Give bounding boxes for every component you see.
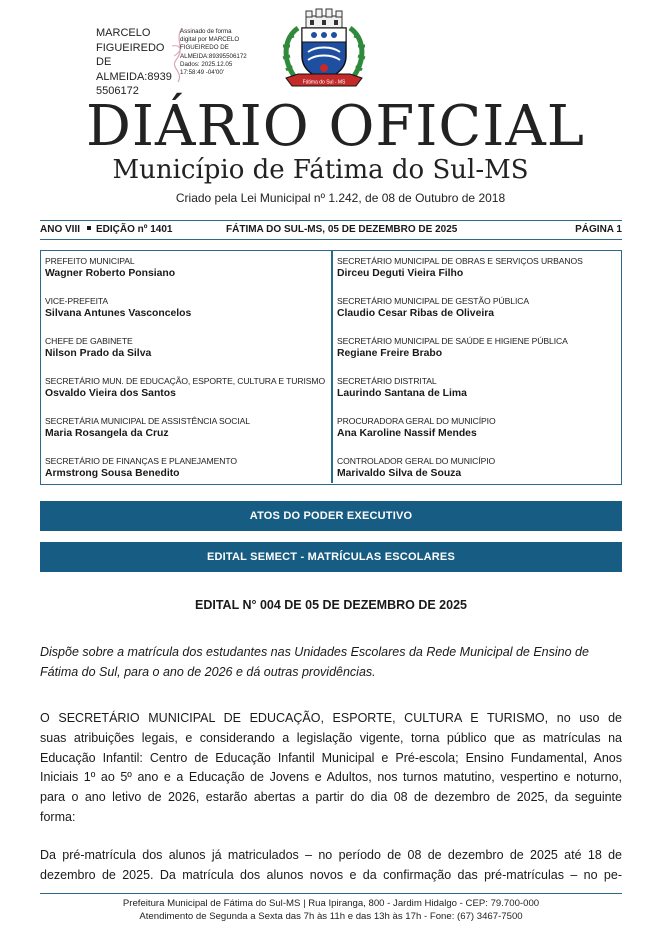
official-entry [337, 376, 623, 400]
official-role: VICE-PREFEITA [45, 296, 109, 306]
document-paragraph-1 [40, 709, 622, 828]
official-name: Dirceu Deguti Vieira Filho [337, 268, 464, 279]
official-entry [45, 256, 331, 280]
municipal-coat-of-arms-icon [268, 6, 380, 96]
signature-detail-line: Assinado de forma [180, 28, 232, 35]
official-entry [337, 456, 623, 480]
footer-hours: Atendimento de Segunda a Sexta das 7h às 11h e das 13h às 17h - Fone: (67) 3467-7500 [139, 911, 523, 922]
signature-detail-line: digital por MARCELO [180, 36, 240, 44]
signer-line: FIGUEIREDO DE [96, 41, 165, 68]
official-name: Armstrong Sousa Benedito [45, 468, 180, 479]
text-line: Iniciais 1º ao 5º ano e a Educação de Jovens e Adultos, nos turnos matutino, vespertino e noturno, [40, 770, 622, 785]
official-name: Maria Rosangela da Cruz [45, 428, 169, 439]
official-name: Regiane Freire Brabo [337, 348, 443, 359]
signature-details [180, 28, 280, 77]
edition-bar [40, 220, 622, 240]
masthead-law: Criado pela Lei Municipal nº 1.242, de 08 de Outubro de 2018 [175, 191, 506, 205]
section-banner-edital: EDITAL SEMECT - MATRÍCULAS ESCOLARES [40, 542, 622, 572]
signature-detail-line: Dados: 2025.12.05 [180, 60, 233, 68]
document-paragraph-2 [40, 846, 622, 886]
official-entry [337, 336, 623, 360]
bullet-separator-icon [87, 226, 91, 230]
official-role: PREFEITO MUNICIPAL [45, 256, 135, 266]
edition-place-date: FÁTIMA DO SUL-MS, 05 DE DEZEMBRO DE 2025 [226, 224, 458, 235]
edition-year-number [40, 221, 172, 238]
official-role: CONTROLADOR GERAL DO MUNICÍPIO [337, 456, 496, 466]
official-entry [337, 296, 623, 320]
official-role: CHEFE DE GABINETE [45, 336, 133, 346]
official-name: Nilson Prado da Silva [45, 348, 152, 359]
official-name: Laurindo Santana de Lima [337, 388, 467, 399]
signer-name [96, 26, 178, 99]
official-entry [45, 456, 331, 480]
text-line: para o ano letivo de 2026, estarão abertas a partir do dia 08 de dezembro de 2025, da seguinte [40, 790, 622, 805]
official-role: SECRETÁRIO DE FINANÇAS E PLANEJAMENTO [45, 456, 237, 466]
official-name: Marivaldo Silva de Souza [337, 468, 462, 479]
masthead-title: DIÁRIO OFICIAL [86, 94, 585, 159]
text-line: forma: [40, 809, 76, 824]
text-line: Dispõe sobre a matrícula dos estudantes nas Unidades Escolares da Rede Municipal de Ensino de [40, 645, 589, 659]
official-role: SECRETÁRIO MUN. DE EDUCAÇÃO, ESPORTE, CULTURA E TURISMO [45, 376, 326, 386]
official-role: SECRETÁRIO DISTRITAL [337, 376, 437, 386]
official-entry [337, 416, 623, 440]
edition-year: ANO VIII [40, 224, 81, 235]
official-entry [337, 256, 623, 280]
text-line: suas atribuições legais, e considerando a legislação vigente, torna público que as matrículas na [40, 730, 622, 745]
official-entry [45, 416, 331, 440]
crest-ribbon-text: Fátima do Sul - MS [302, 79, 346, 86]
masthead-subtitle: Município de Fátima do Sul-MS [112, 155, 529, 185]
text-line: O SECRETÁRIO MUNICIPAL DE EDUCAÇÃO, ESPORTE, CULTURA E TURISMO, no uso de [40, 711, 622, 725]
signer-line: 5506172 [96, 85, 139, 97]
page-footer [40, 893, 622, 923]
official-name: Ana Karoline Nassif Mendes [337, 428, 477, 439]
document-summary [40, 643, 622, 683]
section-banner-executive: ATOS DO PODER EXECUTIVO [40, 501, 622, 531]
column-divider [331, 251, 333, 483]
footer-address: Prefeitura Municipal de Fátima do Sul-MS | Rua Ipiranga, 800 - Jardim Hidalgo - CEP: 79.700-000 [122, 898, 540, 909]
official-role: SECRETÁRIO MUNICIPAL DE OBRAS E SERVIÇOS URBANOS [337, 256, 583, 266]
digital-signature [96, 26, 296, 97]
officials-table [40, 250, 622, 485]
official-entry [45, 376, 331, 400]
text-line: Educação Infantil: Centro de Educação Infantil Municipal e Pré-escola; Ensino Fundamental, Anos [40, 750, 622, 765]
official-role: PROCURADORA GERAL DO MUNICÍPIO [337, 416, 496, 426]
official-name: Claudio Cesar Ribas de Oliveira [337, 308, 495, 319]
official-entry [45, 296, 331, 320]
signature-detail-line: ALMEIDA:89395506172 [180, 52, 247, 60]
document-title: EDITAL N° 004 DE 05 DE DEZEMBRO DE 2025 [195, 598, 467, 612]
text-line: Da pré-matrícula dos alunos já matriculados – no período de 08 de dezembro de 2025 até 18 de [40, 848, 622, 862]
signature-detail-line: 17:58:49 -04'00' [180, 69, 224, 77]
text-line: dezembro de 2025. Da matrícula dos alunos novos e da confirmação das pré-matrículas – no pe- [40, 867, 622, 882]
official-entry [45, 336, 331, 360]
signer-line: MARCELO [96, 27, 151, 39]
edition-number: EDIÇÃO nº 1401 [96, 224, 173, 235]
edition-page: PÁGINA 1 [575, 224, 622, 235]
signer-line: ALMEIDA:8939 [96, 70, 172, 83]
signature-detail-line: FIGUEIREDO DE [180, 44, 229, 52]
text-line: Fátima do Sul, para o ano de 2026 e dá outras providências. [40, 664, 376, 679]
official-name: Osvaldo Vieira dos Santos [45, 388, 176, 399]
official-role: SECRETÁRIO MUNICIPAL DE GESTÃO PÚBLICA [337, 296, 529, 306]
official-name: Silvana Antunes Vasconcelos [45, 308, 192, 319]
official-role: SECRETÁRIO MUNICIPAL DE SAÚDE E HIGIENE PÚBLICA [337, 336, 568, 346]
official-role: SECRETÁRIA MUNICIPAL DE ASSISTÊNCIA SOCIAL [45, 416, 250, 426]
official-name: Wagner Roberto Ponsiano [45, 268, 176, 279]
